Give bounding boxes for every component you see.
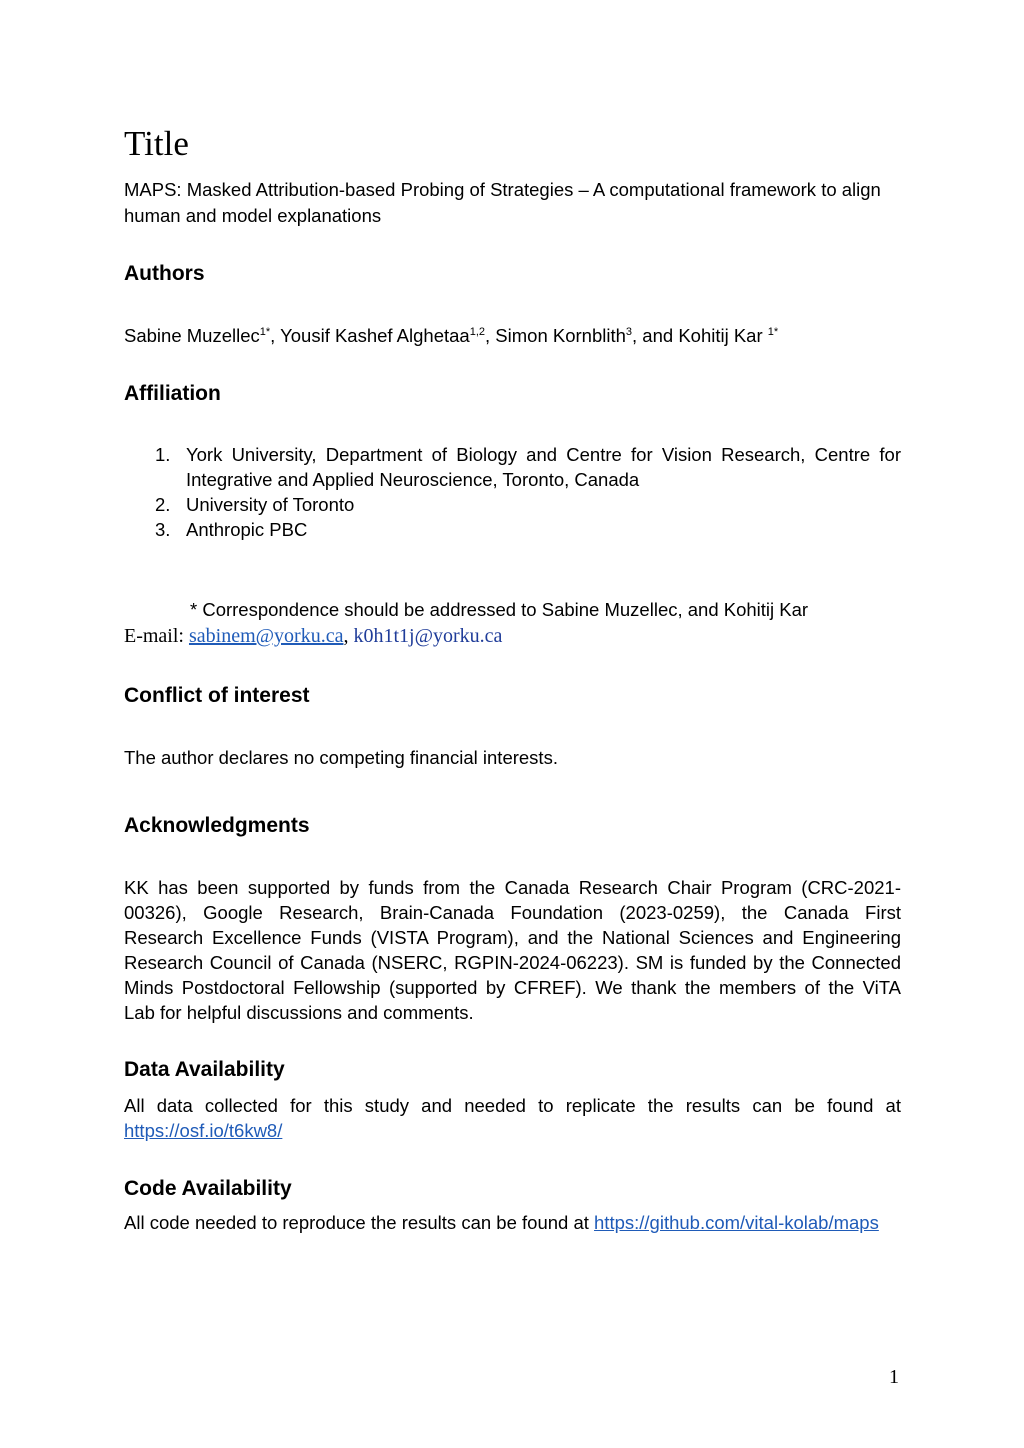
- affiliation-heading: Affiliation: [124, 382, 221, 405]
- acknowledgments-line: Minds Postdoctoral Fellowship (supported by CFREF). We thank the members of the ViTA: [124, 977, 901, 998]
- author-name: Yousif Kashef Alghetaa: [280, 325, 470, 346]
- affiliation-item: [155, 492, 901, 517]
- acknowledgments-heading: Acknowledgments: [124, 814, 310, 837]
- affiliation-item: [155, 517, 901, 542]
- paper-title: MAPS: Masked Attribution-based Probing of Strategies – A computational framework to align human and model explanations: [124, 179, 881, 226]
- author-separator: ,: [270, 325, 281, 346]
- affiliation-text: York University, Department of Biology and Centre for Vision Research, Centre for Integrative and Applied Neuroscience, Toronto, Canada: [186, 444, 901, 490]
- affiliation-number: 1.: [155, 444, 171, 465]
- author-name: Kohitij Kar: [678, 325, 768, 346]
- code-availability-sentence: All code needed to reproduce the results can be found at: [124, 1212, 595, 1233]
- correspondence-note: * Correspondence should be addressed to Sabine Muzellec, and Kohitij Kar: [190, 599, 809, 620]
- acknowledgments-line: KK has been supported by funds from the Canada Research Chair Program (CRC-2021-: [124, 877, 901, 898]
- affiliation-list: [155, 442, 901, 542]
- author-separator: , and: [632, 325, 679, 346]
- author-affiliation-mark: 1,2: [469, 326, 486, 338]
- email-label: E-mail:: [124, 625, 189, 647]
- title-heading: Title: [124, 124, 189, 163]
- acknowledgments-line: Research Excellence Funds (VISTA Program), and the National Sciences and Engineering: [124, 927, 901, 948]
- data-availability-heading: Data Availability: [124, 1058, 285, 1081]
- author-affiliation-mark: 1*: [259, 326, 271, 338]
- code-availability-heading: Code Availability: [124, 1177, 292, 1200]
- author-list: [124, 323, 778, 348]
- affiliation-item: [155, 442, 901, 492]
- page-number: 1: [889, 1366, 899, 1388]
- acknowledgments-line: Lab for helpful discussions and comments.: [124, 1002, 474, 1023]
- acknowledgments-line: 00326), Google Research, Brain-Canada Foundation (2023-0259), the Canada First: [124, 902, 901, 923]
- acknowledgments-line: Research Council of Canada (NSERC, RGPIN-2024-06223). SM is funded by the Connected: [124, 952, 901, 973]
- data-availability-line: All data collected for this study and needed to replicate the results can be found at: [124, 1095, 901, 1116]
- author-name: Sabine Muzellec: [124, 325, 260, 346]
- osf-link[interactable]: https://osf.io/t6kw8/: [124, 1120, 283, 1141]
- affiliation-number: 3.: [155, 519, 171, 540]
- conflict-text: The author declares no competing financial interests.: [124, 747, 558, 768]
- author-name: Simon Kornblith: [495, 325, 626, 346]
- email-kohitij: k0h1t1j@yorku.ca: [353, 625, 503, 647]
- affiliation-number: 2.: [155, 494, 171, 515]
- affiliation-text: University of Toronto: [186, 494, 355, 515]
- author-affiliation-mark: 3: [625, 326, 633, 338]
- affiliation-text: Anthropic PBC: [186, 519, 308, 540]
- authors-heading: Authors: [124, 262, 205, 285]
- acknowledgments-text: [124, 875, 901, 1025]
- github-link[interactable]: https://github.com/vital-kolab/maps: [594, 1212, 879, 1233]
- data-availability-text: [124, 1093, 901, 1143]
- email-link-sabine[interactable]: sabinem@yorku.ca: [188, 625, 344, 647]
- email-line: [124, 623, 502, 649]
- author-affiliation-mark: 1*: [767, 326, 779, 338]
- code-availability-text: [124, 1210, 879, 1235]
- author-separator: ,: [485, 325, 496, 346]
- conflict-heading: Conflict of interest: [124, 684, 310, 707]
- email-separator: ,: [343, 625, 354, 647]
